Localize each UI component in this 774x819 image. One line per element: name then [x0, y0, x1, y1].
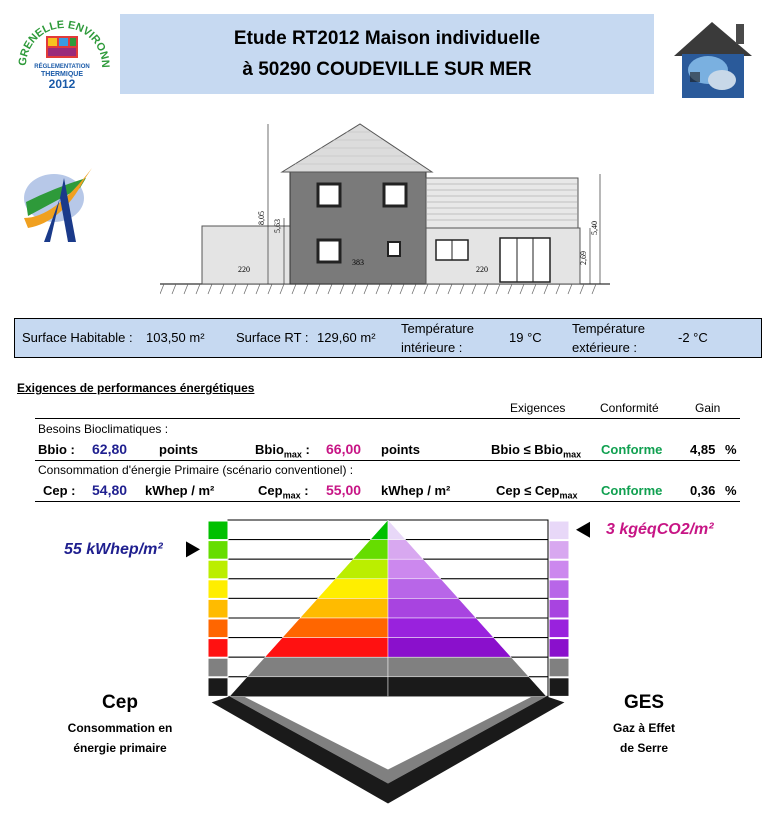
- ges-swatch-8: [549, 658, 569, 677]
- cep-layer-7: [265, 638, 388, 658]
- ges-indicator-text: 3 kgéqCO2/m²: [606, 521, 714, 538]
- ges-indicator-arrow-icon: [576, 522, 590, 538]
- bbio-gain-value: 4,85: [690, 442, 716, 457]
- temp-ext-label-1: Température: [572, 321, 645, 336]
- ges-swatch-2: [549, 541, 569, 560]
- grey-base: [230, 696, 547, 783]
- ges-swatch-4: [549, 580, 569, 599]
- logo-sub1: RÉGLEMENTATION: [34, 64, 90, 70]
- cep-title: Cep: [102, 692, 138, 713]
- cep-max-unit: kWhep / m²: [381, 483, 451, 498]
- cep-swatch-8: [208, 658, 228, 677]
- bbio-max-colon: :: [301, 442, 310, 457]
- col-exigences: Exigences: [510, 401, 566, 415]
- dim-563: 5,63: [273, 219, 282, 233]
- label-383: 383: [352, 258, 364, 267]
- ges-swatch-5: [549, 599, 569, 618]
- cep-rule-text: Cep ≤ Cep: [496, 483, 560, 498]
- cep-swatch-7: [208, 639, 228, 658]
- besoins-title: Besoins Bioclimatiques :: [38, 422, 169, 436]
- cep-swatch-1: [208, 521, 228, 540]
- cep-swatch-5: [208, 599, 228, 618]
- cep-swatch-6: [208, 619, 228, 638]
- bbio-unit: points: [159, 442, 198, 457]
- cep-value: 54,80: [92, 482, 128, 498]
- surface-rt-label: Surface RT :: [236, 330, 309, 345]
- cep-label: Cep :: [43, 483, 76, 498]
- temp-ext-label-2: extérieure :: [572, 340, 638, 355]
- temp-int-label-2: intérieure :: [401, 340, 463, 355]
- cep-swatch-2: [208, 541, 228, 560]
- cep-max-text: Cep: [258, 483, 283, 498]
- ges-desc: [584, 718, 704, 758]
- cep-layer-8: [247, 657, 388, 677]
- temp-int-label-1: Température: [401, 321, 474, 336]
- cep-swatch-3: [208, 560, 228, 579]
- logo-arc-text: GRENELLE ENVIRONN: [16, 18, 112, 69]
- dim-269: 2,69: [579, 251, 588, 265]
- surface-habitable-label: Surface Habitable :: [22, 330, 133, 345]
- bbio-label: Bbio :: [38, 442, 75, 457]
- dim-540: 5,40: [590, 221, 599, 235]
- col-gain: Gain: [695, 401, 721, 415]
- ges-layer-6: [388, 618, 494, 638]
- cep-desc-1: Consommation en: [67, 721, 173, 735]
- ges-layer-7: [388, 638, 511, 658]
- cep-indicator-arrow-icon: [186, 541, 200, 557]
- section-title: Exigences de performances énergétiques: [17, 381, 255, 395]
- ges-swatch-6: [549, 619, 569, 638]
- cep-conformite: Conforme: [601, 483, 663, 498]
- bbio-rule-sub: max: [563, 449, 582, 460]
- title-line-2: à 50290 COUDEVILLE SUR MER: [242, 59, 532, 80]
- dim-805: 8,05: [257, 211, 266, 225]
- bbio-max-unit: points: [381, 442, 420, 457]
- temp-ext-value: -2 °C: [678, 330, 708, 345]
- logo-sub2: THERMIQUE: [41, 71, 83, 78]
- label-220-right: 220: [476, 265, 488, 274]
- ges-swatch-3: [549, 560, 569, 579]
- bbio-value: 62,80: [92, 441, 128, 457]
- cep-max-sub: max: [282, 490, 301, 501]
- ges-desc-2: de Serre: [619, 741, 669, 755]
- cep-desc: [50, 718, 190, 758]
- ges-layer-9: [388, 677, 546, 697]
- col-conformite: Conformité: [600, 401, 659, 415]
- cep-layer-6: [282, 618, 388, 638]
- cep-swatch-9: [208, 678, 228, 697]
- surface-habitable-value: 103,50 m²: [146, 330, 205, 345]
- label-220-left: 220: [238, 265, 250, 274]
- bbio-max-text: Bbio: [255, 442, 284, 457]
- cep-rule-sub: max: [559, 490, 578, 501]
- bbio-max-value: 66,00: [326, 441, 362, 457]
- title-line-1: Etude RT2012 Maison individuelle: [233, 28, 541, 49]
- cep-desc-2: énergie primaire: [73, 741, 167, 755]
- ges-desc-1: Gaz à Effet: [612, 721, 675, 735]
- surface-rt-value: 129,60 m²: [317, 330, 376, 345]
- cep-max-value: 55,00: [326, 482, 362, 498]
- bbio-max-sub: max: [283, 449, 302, 460]
- cep-swatch-4: [208, 580, 228, 599]
- temp-int-value: 19 °C: [509, 330, 542, 345]
- cep-gain-unit: %: [724, 483, 737, 498]
- ges-swatch-1: [549, 521, 569, 540]
- ges-swatch-7: [549, 639, 569, 658]
- cep-gain-value: 0,36: [690, 483, 716, 498]
- ges-swatch-9: [549, 678, 569, 697]
- bbio-gain-unit: %: [724, 442, 737, 457]
- cep-layer-9: [230, 677, 388, 697]
- cep-indicator-text: 55 kWhep/m²: [64, 541, 163, 558]
- logo-year: 2012: [48, 77, 76, 91]
- cep-unit: kWhep / m²: [145, 483, 215, 498]
- ges-title: GES: [623, 692, 665, 713]
- ges-layer-8: [388, 657, 529, 677]
- conso-title: Consommation d'énergie Primaire (scénario conventionel) :: [38, 463, 354, 477]
- bbio-conformite: Conforme: [601, 442, 663, 457]
- cep-max-colon: :: [300, 483, 309, 498]
- bbio-rule-text: Bbio ≤ Bbio: [491, 442, 564, 457]
